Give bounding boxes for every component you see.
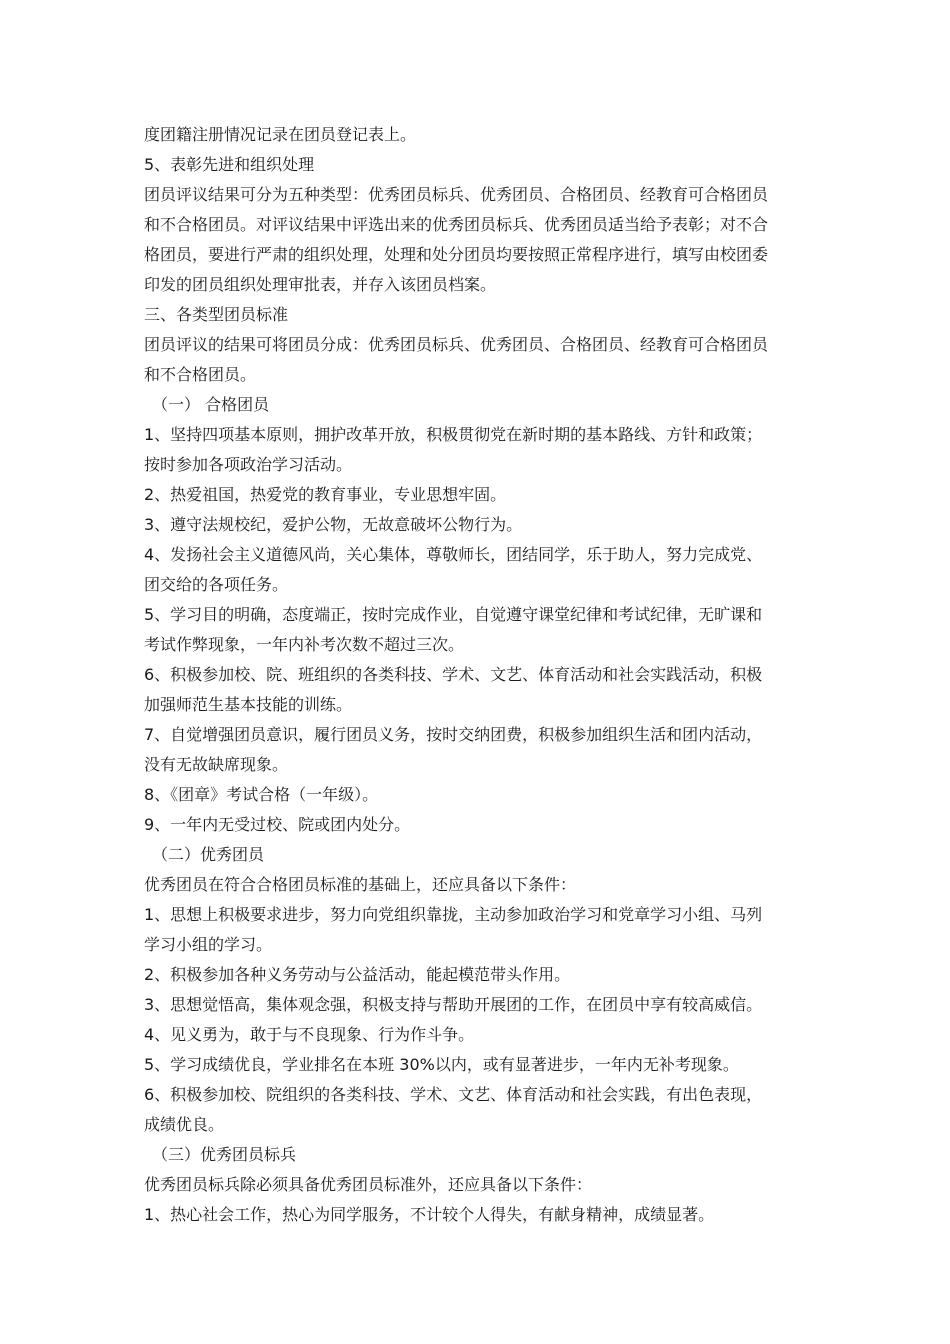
- list-item: 3、思想觉悟高，集体观念强，积极支持与帮助开展团的工作，在团员中享有较高威信。: [144, 995, 763, 1014]
- subsection-heading: （二）优秀团员: [152, 845, 265, 864]
- list-item-continuation: 加强师范生基本技能的训练。: [144, 695, 353, 714]
- list-item: 3、遵守法规校纪，爱护公物，无故意破坏公物行为。: [144, 515, 523, 534]
- document-body: [144, 120, 806, 1230]
- list-item: 8、《团章》考试合格（一年级）。: [144, 785, 379, 804]
- list-item: 1、热心社会工作，热心为同学服务，不计较个人得失，有献身精神，成绩显著。: [144, 1205, 715, 1224]
- text-line: 和不合格团员。对评议结果中评选出来的优秀团员标兵、优秀团员适当给予表彰；对不合: [144, 215, 769, 234]
- text-line: 格团员，要进行严肃的组织处理，处理和处分团员均要按照正常程序进行，填写由校团委: [144, 245, 769, 264]
- list-item-continuation: 按时参加各项政治学习活动。: [144, 455, 353, 474]
- list-item: 1、坚持四项基本原则，拥护改革开放，积极贯彻党在新时期的基本路线、方针和政策；: [144, 425, 763, 444]
- text-line: 优秀团员在符合合格团员标准的基础上，还应具备以下条件：: [144, 875, 577, 894]
- list-item: 4、发扬社会主义道德风尚，关心集体，尊敬师长，团结同学，乐于助人，努力完成党、: [144, 545, 763, 564]
- list-item-continuation: 成绩优良。: [144, 1115, 225, 1134]
- subsection-heading: （一） 合格团员: [152, 395, 270, 414]
- list-item-continuation: 学习小组的学习。: [144, 935, 273, 954]
- list-item: 2、热爱祖国，热爱党的教育事业，专业思想牢固。: [144, 485, 507, 504]
- list-item: 6、积极参加校、院、班组织的各类科技、学术、文艺、体育活动和社会实践活动，积极: [144, 665, 763, 684]
- section-heading: 5、表彰先进和组织处理: [144, 155, 315, 174]
- list-item: 6、积极参加校、院组织的各类科技、学术、文艺、体育活动和社会实践，有出色表现，: [144, 1085, 763, 1104]
- list-item-continuation: 团交给的各项任务。: [144, 575, 289, 594]
- list-item: 1、思想上积极要求进步，努力向党组织靠拢，主动参加政治学习和党章学习小组、马列: [144, 905, 763, 924]
- text-line: 优秀团员标兵除必须具备优秀团员标准外，还应具备以下条件：: [144, 1175, 593, 1194]
- text-line: 和不合格团员。: [144, 365, 257, 384]
- chapter-heading: 三、各类型团员标准: [144, 305, 289, 324]
- subsection-heading: （三）优秀团员标兵: [152, 1145, 297, 1164]
- list-item: 5、学习成绩优良，学业排名在本班 30%以内，或有显著进步，一年内无补考现象。: [144, 1055, 739, 1074]
- list-item-continuation: 没有无故缺席现象。: [144, 755, 289, 774]
- text-line: 印发的团员组织处理审批表，并存入该团员档案。: [144, 275, 497, 294]
- list-item-continuation: 考试作弊现象，一年内补考次数不超过三次。: [144, 635, 465, 654]
- text-line: 团员评议的结果可将团员分成：优秀团员标兵、优秀团员、合格团员、经教育可合格团员: [144, 335, 769, 354]
- text-line: 团员评议结果可分为五种类型：优秀团员标兵、优秀团员、合格团员、经教育可合格团员: [144, 185, 769, 204]
- list-item: 9、一年内无受过校、院或团内处分。: [144, 815, 411, 834]
- text-line: 度团籍注册情况记录在团员登记表上。: [144, 125, 417, 144]
- list-item: 7、自觉增强团员意识，履行团员义务，按时交纳团费，积极参加组织生活和团内活动，: [144, 725, 763, 744]
- list-item: 4、见义勇为，敢于与不良现象、行为作斗争。: [144, 1025, 475, 1044]
- list-item: 5、学习目的明确，态度端正，按时完成作业，自觉遵守课堂纪律和考试纪律，无旷课和: [144, 605, 763, 624]
- list-item: 2、积极参加各种义务劳动与公益活动，能起模范带头作用。: [144, 965, 571, 984]
